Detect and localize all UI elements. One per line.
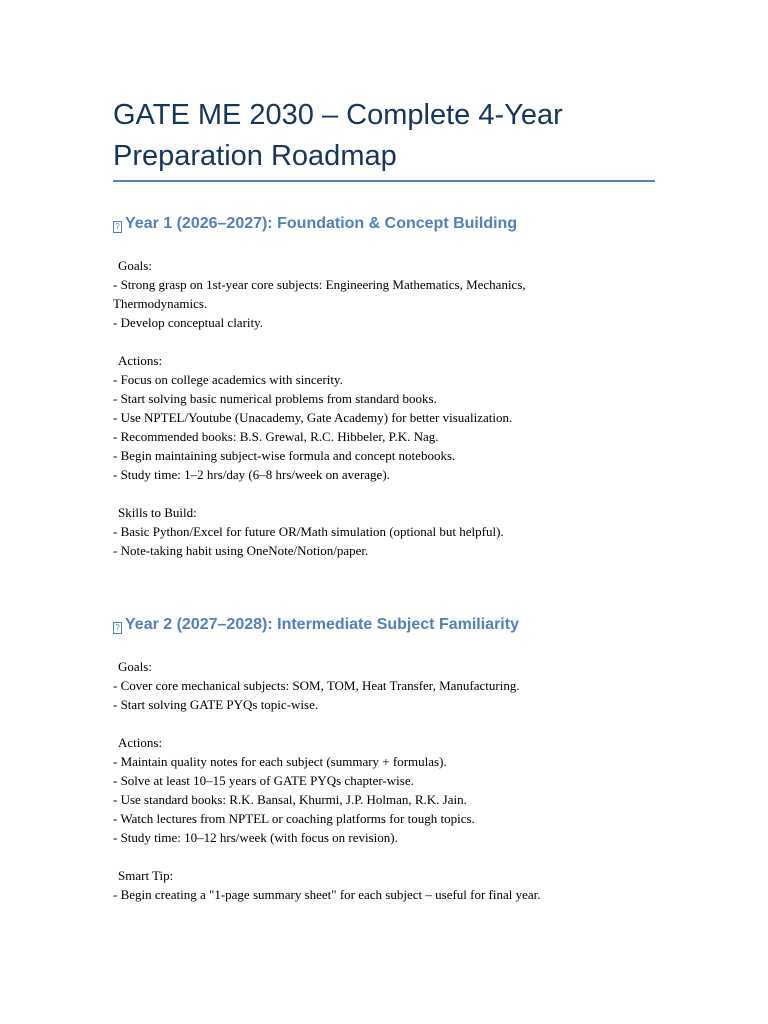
missing-glyph-icon: ? [113, 622, 122, 634]
year2-section [113, 657, 673, 904]
list-item: - Focus on college academics with sincerity. [113, 372, 343, 387]
list-item: Thermodynamics. [113, 296, 208, 311]
year2-heading [113, 615, 519, 635]
missing-glyph-icon: ? [113, 221, 122, 233]
list-item: - Begin maintaining subject-wise formula and concept notebooks. [113, 448, 456, 463]
list-item: - Study time: 1–2 hrs/day (6–8 hrs/week on average). [113, 467, 390, 482]
title-line-1: GATE ME 2030 – Complete 4-Year [113, 99, 563, 131]
list-item: - Note-taking habit using OneNote/Notion/paper. [113, 543, 369, 558]
year1-goals-label: Goals: [118, 258, 152, 273]
list-item: - Use NPTEL/Youtube (Unacademy, Gate Academy) for better visualization. [113, 410, 513, 425]
list-item: - Study time: 10–12 hrs/week (with focus on revision). [113, 830, 398, 845]
year1-section [113, 256, 673, 560]
list-item: - Develop conceptual clarity. [113, 315, 264, 330]
title-underline [113, 180, 655, 182]
year1-actions-label: Actions: [118, 353, 163, 368]
year2-heading-text: Year 2 (2027–2028): Intermediate Subject Familiarity [125, 616, 519, 633]
list-item: - Cover core mechanical subjects: SOM, TOM, Heat Transfer, Manufacturing. [113, 678, 520, 693]
title-line-2: Preparation Roadmap [113, 140, 397, 172]
year1-skills-label: Skills to Build: [118, 505, 197, 520]
list-item: - Solve at least 10–15 years of GATE PYQs chapter-wise. [113, 773, 414, 788]
year1-heading-text: Year 1 (2026–2027): Foundation & Concept Building [125, 215, 518, 232]
list-item: - Watch lectures from NPTEL or coaching platforms for tough topics. [113, 811, 475, 826]
list-item: - Start solving GATE PYQs topic-wise. [113, 697, 319, 712]
list-item: - Basic Python/Excel for future OR/Math simulation (optional but helpful). [113, 524, 504, 539]
year2-goals-label: Goals: [118, 659, 152, 674]
list-item: - Strong grasp on 1st-year core subjects: Engineering Mathematics, Mechanics, [113, 277, 526, 292]
year1-heading [113, 214, 517, 234]
document-title [113, 95, 673, 177]
list-item: - Recommended books: B.S. Grewal, R.C. Hibbeler, P.K. Nag. [113, 429, 439, 444]
list-item: - Start solving basic numerical problems from standard books. [113, 391, 437, 406]
year2-actions-label: Actions: [118, 735, 163, 750]
year2-tip-label: Smart Tip: [118, 868, 174, 883]
list-item: - Use standard books: R.K. Bansal, Khurmi, J.P. Holman, R.K. Jain. [113, 792, 467, 807]
list-item: - Maintain quality notes for each subject (summary + formulas). [113, 754, 447, 769]
list-item: - Begin creating a "1-page summary sheet" for each subject – useful for final year. [113, 887, 541, 902]
